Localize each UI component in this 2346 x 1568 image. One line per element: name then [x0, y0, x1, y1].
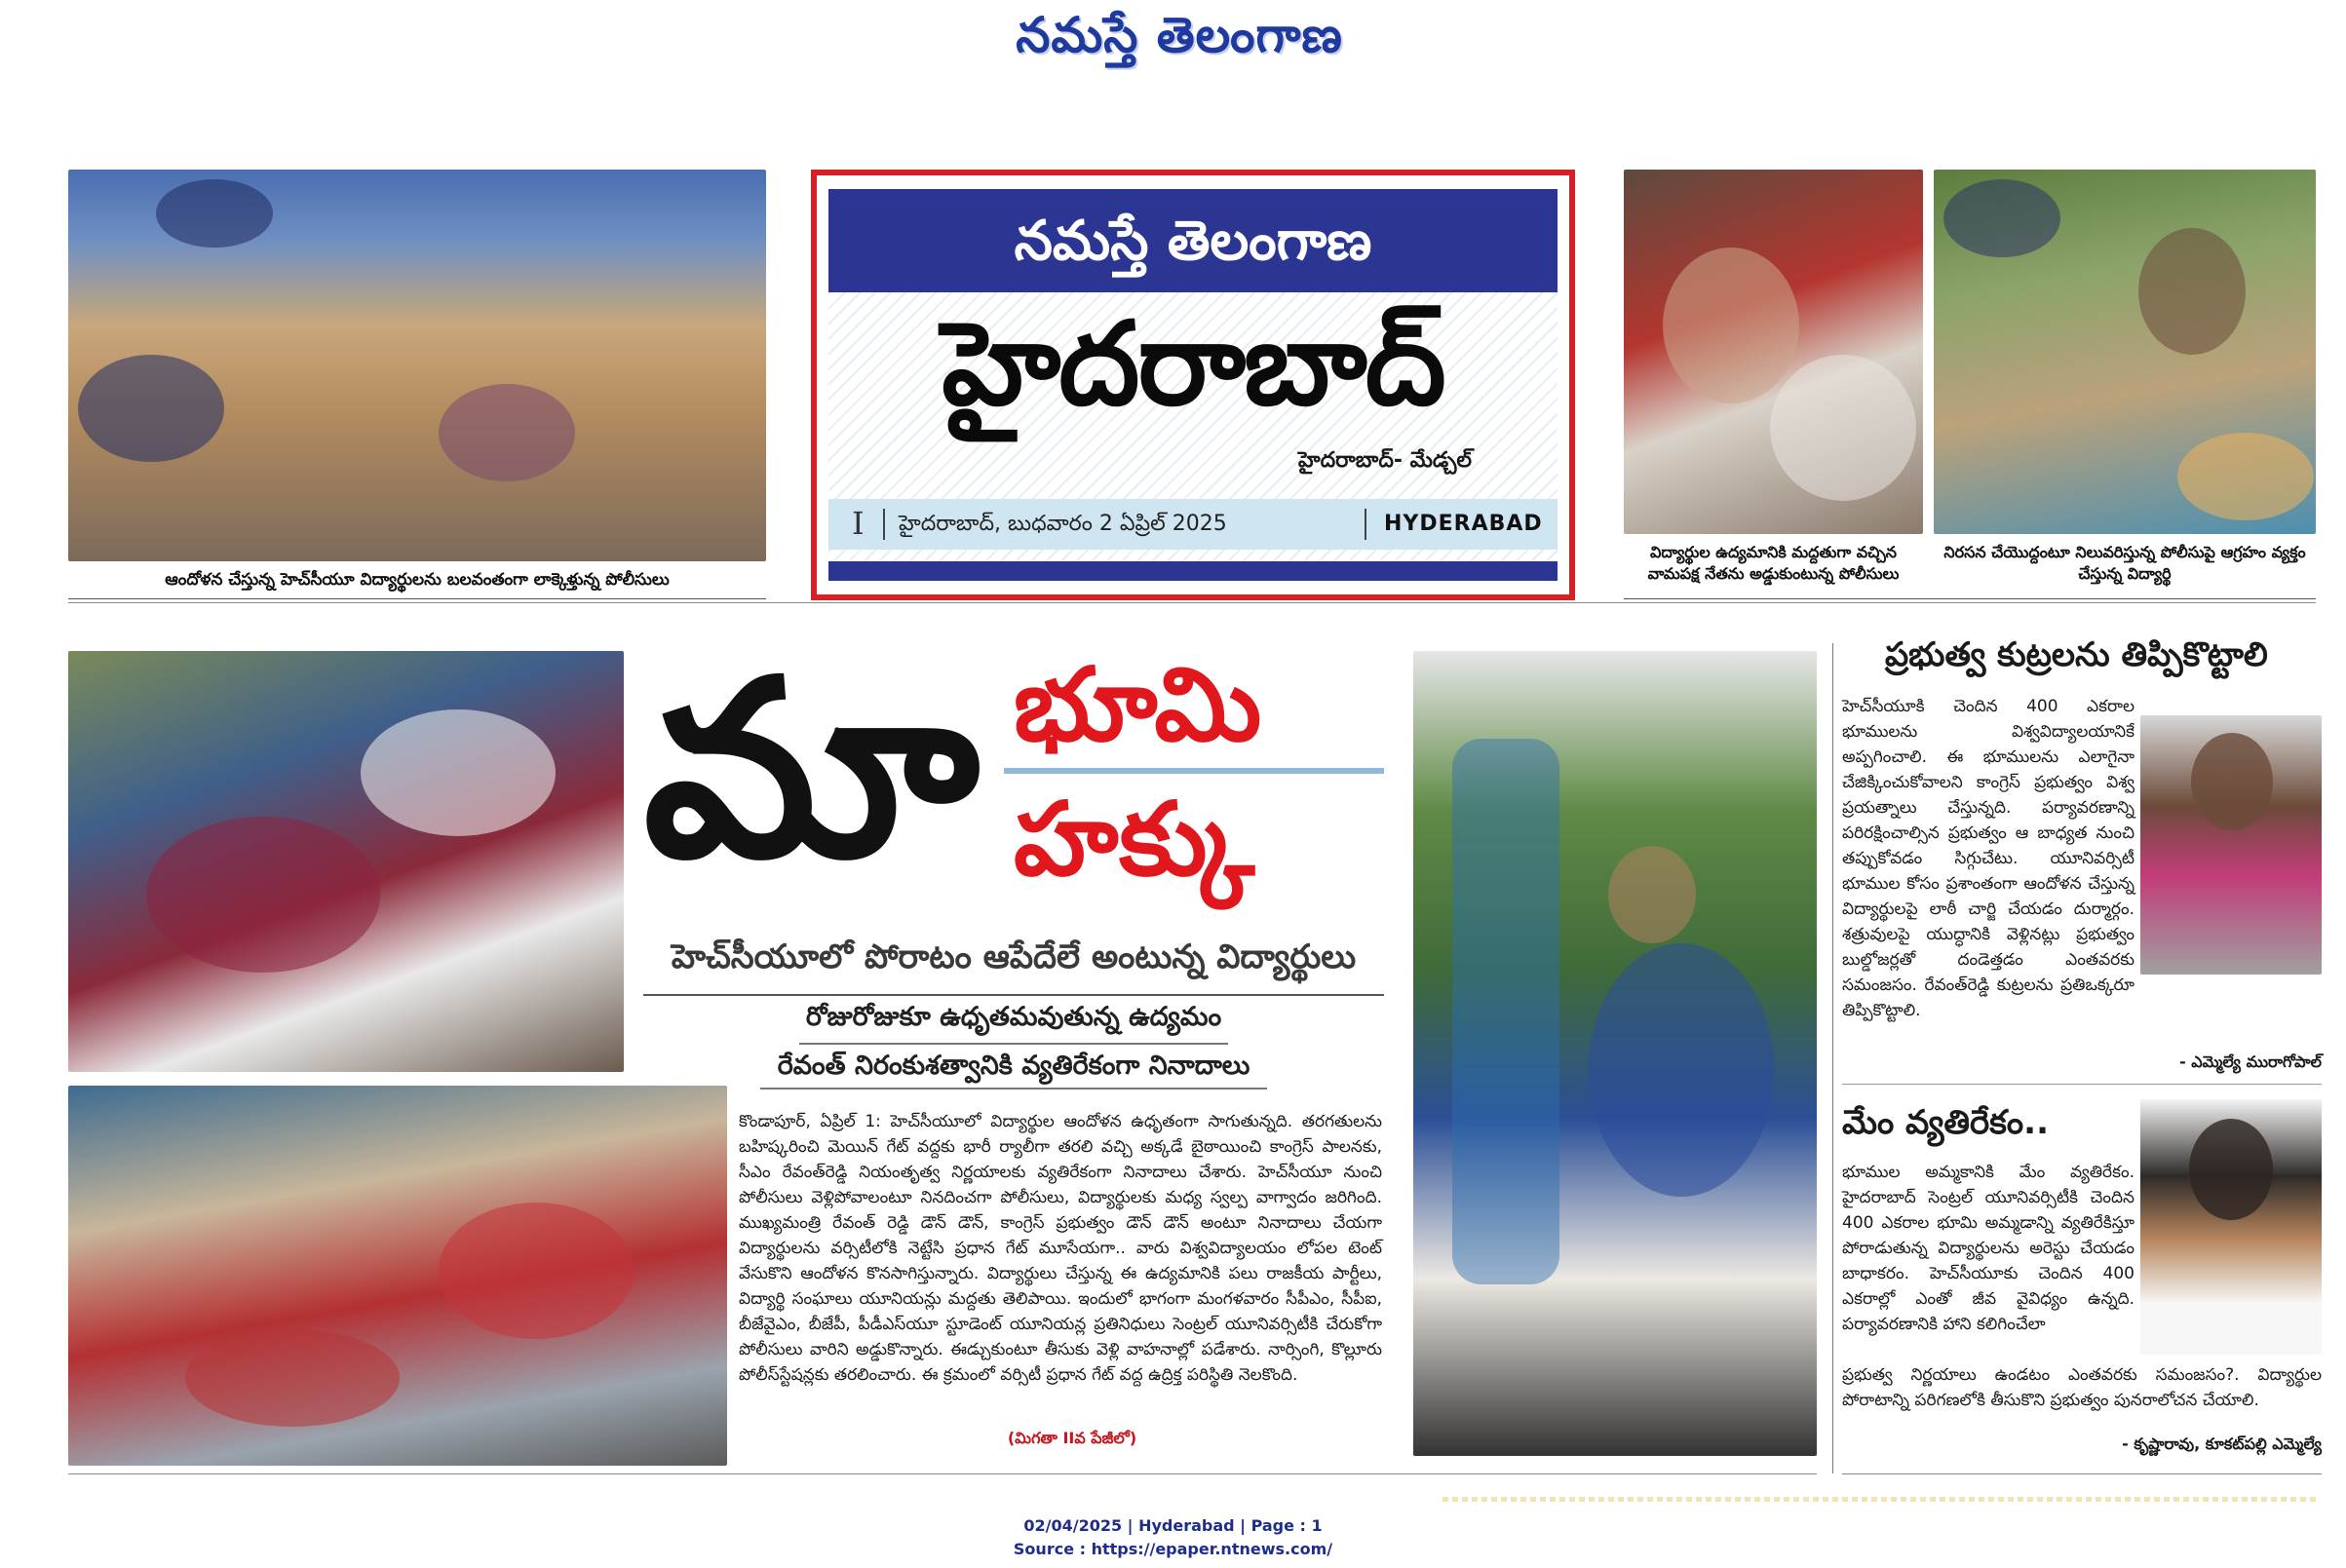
headline-deck-3: రేవంత్ నిరంకుశత్వానికి వ్యతిరేకంగా నినాదాలు [777, 1051, 1250, 1081]
photo-student-protesting-police [1934, 170, 2316, 534]
banner-date: హైదరాబాద్, బుధవారం 2 ఏప్రిల్ 2025 [899, 512, 1227, 536]
headline-divider [1004, 768, 1384, 774]
photo-woman-carried [68, 651, 624, 1072]
photo-student-on-gate [1413, 651, 1817, 1456]
banner-dateline-bar [828, 499, 1558, 550]
divider [760, 1088, 1267, 1090]
banner-city-title: హైదరాబాద్ [942, 295, 1444, 431]
headline-big-word: మా [643, 628, 968, 911]
banner-brand: నమస్తే తెలంగాణ [828, 189, 1558, 292]
masthead-logo: నమస్తే తెలంగాణ [1016, 6, 1343, 63]
section-banner [811, 170, 1575, 600]
divider [68, 602, 2316, 603]
story-continued-link[interactable]: (మిగతా IIవ పేజీలో) [1007, 1429, 1137, 1447]
footer-page-info: 02/04/2025 | Hyderabad | Page : 1 [1023, 1516, 1323, 1535]
divider [1624, 598, 2316, 599]
side-story-2-byline: - కృష్ణారావు, కూకట్‌పల్లి ఎమ్మెల్యే [2122, 1434, 2322, 1453]
divider [799, 1043, 1228, 1045]
divider [1842, 1473, 2322, 1474]
issue-mark: I [852, 505, 865, 542]
photo-students-dragged [68, 170, 766, 561]
banner-bottom-bar [828, 561, 1558, 581]
side-story-1-byline: - ఎమ్మెల్యే మురాగోపాల్ [2179, 1052, 2322, 1071]
headline-line-2: హక్కు [1014, 779, 1255, 899]
main-story-body: కొండాపూర్, ఏప్రిల్ 1: హెచ్‌సీయూలో విద్యార్థుల ఆందోళన ఉధృతంగా సాగుతున్నది. తరగతులను బహిష్కరించి మెయిన్ గేట్ వద్దకు భారీ ర్యాలీగా తరలి వచ్చి అక్కడే బైఠాయించి కాంగ్రెస్ పాలనకు, సీఎం రేవంత్‌రెడ్డి నియంతృత్వ నిర్ణయాలకు వ్యతిరేకంగా నినాదాలు చేశారు. హెచ్‌సీయూ నుంచి పోలీసులు వెళ్లిపోవాలంటూ నినదించగా పోలీసులు, విద్యార్థులకు మధ్య స్వల్ప వాగ్వాదం జరిగింది. ముఖ్యమంత్రి రేవంత్ రెడ్డి డౌన్ డౌన్, కాంగ్రెస్ ప్రభుత్వం డౌన్ డౌన్ అంటూ నినాదాలు చేయగా విద్యార్థులను వర్సిటీలోకి నెట్టేసి ప్రధాన గేట్ మూసేయగా.. వారు విశ్వవిద్యాలయం లోపల టెంట్ వేసుకొని ఆందోళన కొనసాగిస్తున్నారు. విద్యార్థులు చేస్తున్న ఈ ఉద్యమానికి పలు రాజకీయ పార్టీలు, విద్యార్థి సంఘాలు యూనియన్లు మద్దతు తెలిపాయి. ఇందులో భాగంగా మంగళవారం సీపీఎం, సీపీఐ, బీజేవైఎం, బీజేపీ, పీడీఎస్‌యూ స్టూడెంట్ యూనియన్ల ప్రతినిధులు సెంట్రల్ యూనివర్సిటీకి చేరుకోగా పోలీసులు వారిని అడ్డుకొన్నారు. ఈడ్చుకుంటూ తీసుకు వెళ్లి వాహనాల్లో పడేశారు. నార్సింగి, కొల్లూరు పోలీస్‌స్టేషన్లకు తరలించారు. ఈ క్రమంలో వర్సిటీ ప్రధాన గేట్ వద్ద ఉద్రిక్త పరిస్థితి నెలకొంది. [739, 1112, 1382, 1385]
photo-mla-portrait-2 [2140, 1099, 2322, 1355]
side-story-2-body-continued: ప్రభుత్వ నిర్ణయాలు ఉండటం ఎంతవరకు సమంజసం?. విద్యార్థుల పోరాటాన్ని పరిగణలోకి తీసుకొని ప్రభుత్వం పునరాలోచన చేయాలి. [1842, 1365, 2322, 1410]
side-story-1-body: హెచ్‌సీయూకి చెందిన 400 ఎకరాల భూములను విశ్వవిద్యాలయానికే అప్పగించాలి. ఈ భూములను ఎలాగైనా చేజిక్కించుకోవాలని కాంగ్రెస్ ప్రభుత్వం విశ్వ ప్రయత్నాలు చేస్తున్నది. పర్యావరణాన్ని పరిరక్షించాల్సిన ప్రభుత్వం ఆ బాధ్యత నుంచి తప్పుకోవడం సిగ్గుచేటు. యూనివర్సిటీ భూముల కోసం ప్రశాంతంగా ఆందోళన చేస్తున్న విద్యార్థులపై లాఠీ చార్జి చేయడం దుర్మార్గం. శత్రువులపై యుద్ధానికి వెళ్లినట్లు ప్రభుత్వం బుల్డోజర్లతో దండెత్తడం ఎంతవరకు సమంజసం. రేవంత్‌రెడ్డి కుట్రలను ప్రతిఒక్కరూ తిప్పికొట్టాలి. [1842, 697, 2134, 1020]
decorative-strip [1442, 1497, 2320, 1502]
headline-deck-2: రోజురోజుకూ ఉధృతమవుతున్న ఉద్యమం [805, 1002, 1222, 1032]
photo-mla-portrait-1 [2140, 715, 2322, 975]
divider [68, 1473, 1817, 1474]
divider [68, 598, 766, 599]
caption-top-far-right: నిరసన చేయొద్దంటూ నిలువరిస్తున్న పోలీసుపై ఆగ్రహం వ్యక్తం చేస్తున్న విద్యార్థి [1943, 543, 2306, 583]
column-divider [1832, 643, 1833, 1473]
headline-line-1: భూమి [1014, 644, 1262, 764]
side-story-2-body: భూముల అమ్మకానికి మేం వ్యతిరేకం. హైదరాబాద్ సెంట్రల్ యూనివర్సిటీకి చెందిన 400 ఎకరాల భూమి అమ్మడాన్ని వ్యతిరేకిస్తూ పోరాడుతున్న విద్యార్థులను అరెస్టు చేయడం బాధాకరం. హెచ్‌సీయూకు చెందిన 400 ఎకరాల్లో ఎంతో జీవ వైవిధ్యం ఉన్నది. పర్యావరణానికి హాని కలిగించేలా [1842, 1163, 2134, 1334]
banner-panel [828, 189, 1558, 581]
banner-subtitle: హైదరాబాద్- మేడ్చల్ [1297, 448, 1472, 473]
divider [643, 994, 1384, 996]
divider [1365, 509, 1366, 540]
side-story-1-title: ప్రభుత్వ కుట్రలను తిప్పికొట్టాలి [1885, 635, 2268, 674]
photo-left-leader-stopped [1624, 170, 1923, 534]
footer-source-link[interactable]: Source : https://epaper.ntnews.com/ [1013, 1540, 1333, 1558]
caption-top-mid-right: విద్యార్థుల ఉద్యమానికి మద్దతుగా వచ్చిన వామపక్ష నేతను అడ్డుకుంటున్న పోలీసులు [1647, 543, 1900, 583]
divider [1842, 1084, 2322, 1085]
headline-deck-1: హెచ్‌సీయూలో పోరాటం ఆపేదేలే అంటున్న విద్యార్థులు [671, 937, 1357, 976]
caption-top-left: ఆందోళన చేస్తున్న హెచ్‌సీయూ విద్యార్థులను బలవంతంగా లాక్కెళ్తున్న పోలీసులు [165, 570, 670, 590]
banner-edition: HYDERABAD [1384, 512, 1543, 536]
side-story-2-title: మేం వ్యతిరేకం.. [1842, 1103, 2049, 1142]
photo-students-sit-in [68, 1086, 727, 1466]
divider [883, 509, 885, 540]
